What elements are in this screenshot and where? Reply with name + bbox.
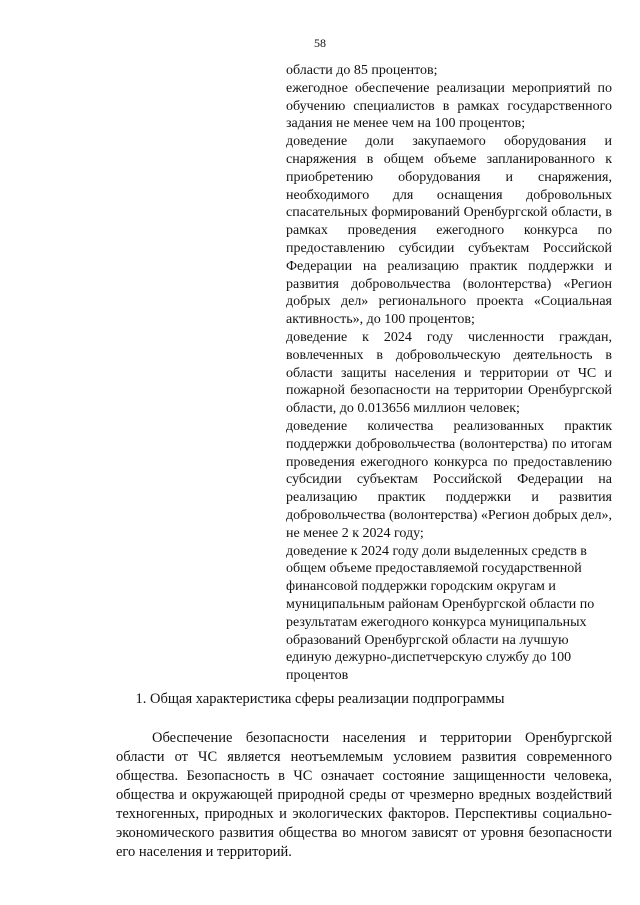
indicator-item: доведение к 2024 году численности граждан, вовлеченных в добровольческую деятельность в области защиты населения и территории от ЧС и пожарной безопасности на территории Оренбургской области, до 0.013656 миллион человек; [286,329,612,417]
indicator-item: ежегодное обеспечение реализации мероприятий по обучению специалистов в рамках государственного задания не менее чем на 100 процентов; [286,80,612,132]
indicator-item: доведение к 2024 году доли выделенных средств в общем объеме предоставляемой государственной финансовой поддержки городским округам и муниципальным районам Оренбургской области по результатам ежегодного конкурса муниципальных образований Оренбургской области на лучшую единую дежурно-диспетчерскую службу до 100 процентов [286,543,595,684]
body-paragraph: Обеспечение безопасности населения и территории Оренбургской области от ЧС является неотъемлемым условием развития современного общества. Безопасность в ЧС означает состояние защищенности человека, общества и окружающей природной среды от чрезмерно вредных воздействий техногенных, природных и экологических факторов. Перспективы социально-экономического развития общества во многом зависят от уровня безопасности его населения и территорий. [116,730,612,860]
indicator-list [286,62,612,685]
indicator-item: области до 85 процентов; [286,63,438,78]
section-heading: 1. Общая характеристика сферы реализации подпрограммы [135,691,505,707]
indicator-item: доведение количества реализованных практик поддержки добровольчества (волонтерства) по итогам проведения ежегодного конкурса по предоставлению субсидии субъектам Российской Федерации на реализацию практик поддержки и развития добровольчества (волонтерства) «Регион добрых дел», не менее 2 к 2024 году; [286,418,612,541]
page-number: 58 [314,36,326,50]
indicator-item: доведение доли закупаемого оборудования и снаряжения в общем объеме запланированного к приобретению оборудования и снаряжения, необходимого для оснащения добровольных спасательных формирований Оренбургской области, в рамках проведения ежегодного конкурса по предоставлению субсидии субъектам Российской Федерации на реализацию практик поддержки и развития добровольчества (волонтерства) «Регион добрых дел» регионального проекта «Социальная активность», до 100 процентов; [286,134,612,328]
